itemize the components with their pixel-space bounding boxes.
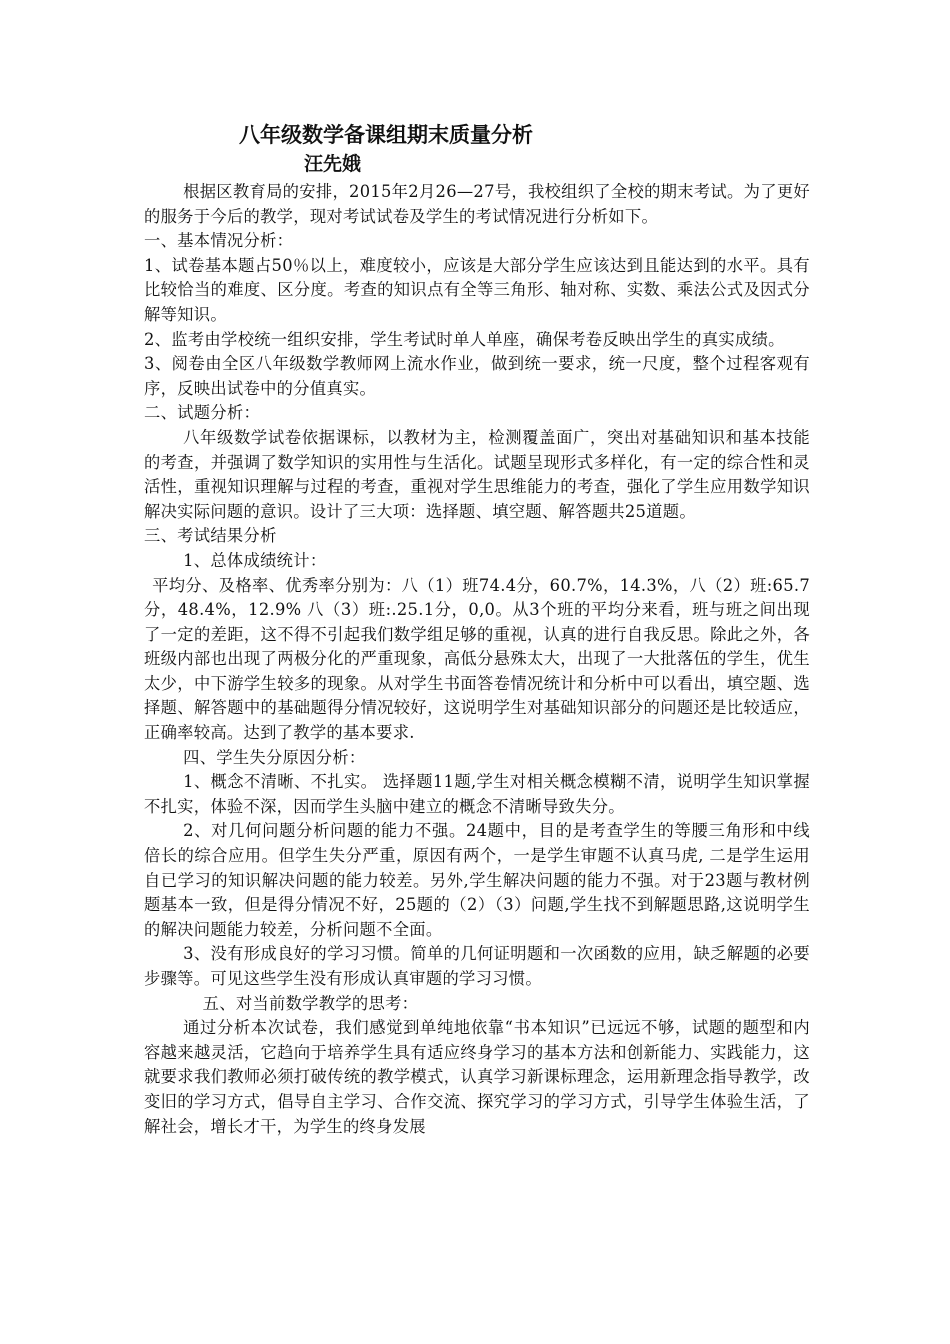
basic-item-3: 3、阅卷由全区八年级数学教师网上流水作业，做到统一要求，统一尺度，整个过程客观有序，反映出试卷中的分值真实。 (144, 354, 810, 398)
section-heading-results: 三、考试结果分析 (144, 526, 277, 546)
section-heading-questions: 二、试题分析： (144, 403, 261, 423)
loss-item-3: 3、没有形成良好的学习习惯。简单的几何证明题和一次函数的应用，缺乏解题的必要步骤等。可见这些学生没有形成认真审题的学习习惯。 (144, 944, 810, 988)
basic-item-2: 2、监考由学校统一组织安排，学生考试时单人单座，确保考卷反映出学生的真实成绩。 (144, 329, 785, 349)
basic-item-1: 1、试卷基本题占50％以上，难度较小，应该是大部分学生应该达到且能达到的水平。具有比较恰当的难度、区分度。考查的知识点有全等三角形、轴对称、实数、乘法公式及因式分解等知识。 (144, 255, 810, 324)
section-heading-basic: 一、基本情况分析： (144, 231, 294, 251)
results-subheading: 1、总体成绩统计： (183, 550, 327, 570)
document-title: 八年级数学备课组期末质量分析 (239, 122, 533, 147)
loss-item-2: 2、对几何问题分析问题的能力不强。24题中，目的是考查学生的等腰三角形和中线倍长的综合应用。但学生失分严重，原因有两个，一是学生审题不认真马虎, 二是学生运用自已学习的知识解决问题的能力较差。另外,学生解决问题的能力不强。对于23题与教材例题基本一致，但是得分情况不好，25题的（2）（3）问题,学生找不到解题思路,这说明学生的解决问题能力较差，分析问题不全面。 (144, 821, 810, 939)
questions-paragraph: 八年级数学试卷依据课标，以教材为主，检测覆盖面广，突出对基础知识和基本技能的考查，并强调了数学知识的实用性与生活化。试题呈现形式多样化，有一定的综合性和灵活性，重视知识理解与过程的考查，重视对学生思维能力的考查，强化了学生应用数学知识解决实际问题的意识。设计了三大项：选择题、填空题、解答题共25道题。 (144, 427, 810, 521)
document-author: 汪先娥 (304, 153, 362, 175)
document-page (144, 120, 810, 1139)
results-paragraph: 平均分、及格率、优秀率分别为：八（1）班74.4分，60.7%，14.3%，八（2）班:65.7分，48.4%，12.9% 八（3）班:.25.1分，0,0。从3个班的平均分来看，班与班之间出现了一定的差距，这不得不引起我们数学组足够的重视，认真的进行自我反思。除此之外，各班级内部也出现了两极分化的严重现象，高低分悬殊太大，出现了一大批落伍的学生，优生太少，中下游学生较多的现象。从对学生书面答卷情况统计和分析中可以看出，填空题、选择题、解答题中的基础题得分情况较好，这说明学生对基础知识部分的问题还是比较适应，正确率较高。达到了教学的基本要求. (144, 575, 810, 743)
reflection-paragraph: 通过分析本次试卷，我们感觉到单纯地依靠“书本知识”已远远不够，试题的题型和内容越来越灵活，它趋向于培养学生具有适应终身学习的基本方法和创新能力、实践能力，这就要求我们教师必须打破传统的教学模式，认真学习新课标理念，运用新理念指导教学，改变旧的学习方式，倡导自主学习、合作交流、探究学习的学习方式，引导学生体验生活，了解社会，增长才干，为学生的终身发展 (144, 1018, 810, 1136)
intro-paragraph: 根据区教育局的安排，2015年2月26—27号，我校组织了全校的期末考试。为了更好的服务于今后的教学，现对考试试卷及学生的考试情况进行分析如下。 (144, 182, 810, 226)
section-heading-reflection: 五、对当前数学教学的思考： (202, 993, 419, 1013)
loss-item-1: 1、概念不清晰、不扎实。 选择题11题,学生对相关概念模糊不清，说明学生知识掌握不扎实，体验不深，因而学生头脑中建立的概念不清晰导致失分。 (144, 772, 810, 816)
section-heading-loss: 四、学生失分原因分析： (183, 747, 366, 767)
